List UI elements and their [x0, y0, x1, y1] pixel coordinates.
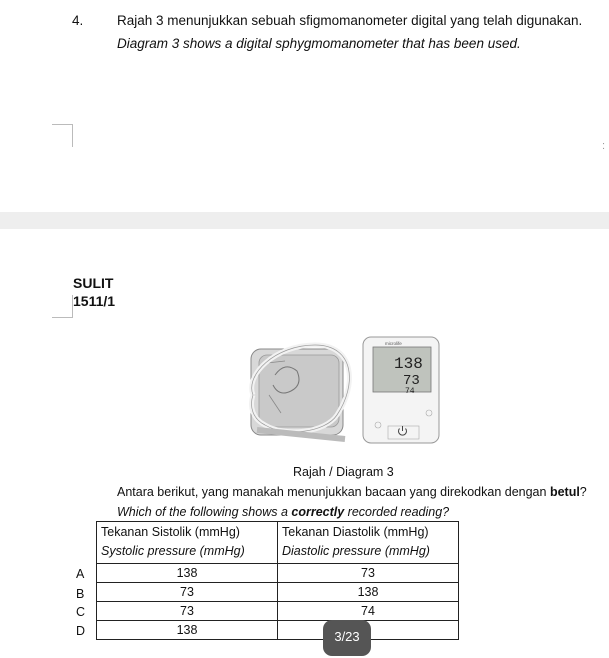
device-diastolic-reading: 73: [403, 373, 420, 389]
page-indicator[interactable]: 3/23: [323, 620, 371, 656]
paper-code: 1511/1: [73, 293, 116, 309]
table-row: [97, 602, 459, 621]
column-header-systolic: Tekanan Sistolik (mmHg) Systolic pressure (mmHg): [97, 522, 278, 564]
question-number: 4.: [72, 13, 84, 28]
option-label-c: C: [76, 605, 86, 619]
systolic-cell: 138: [97, 564, 278, 583]
prompt-malay: Antara berikut, yang manakah menunjukkan bacaan yang direkodkan dengan betul?: [117, 485, 587, 499]
question-text-malay: Rajah 3 menunjukkan sebuah sfigmomanometer digital yang telah digunakan.: [117, 13, 583, 28]
option-label-a: A: [76, 567, 85, 581]
option-label-d: D: [76, 624, 86, 638]
diastolic-cell: 138: [278, 583, 459, 602]
table-row: [97, 564, 459, 583]
figure-caption: Rajah / Diagram 3: [293, 465, 394, 479]
option-label-b: B: [76, 587, 85, 601]
prompt-english: Which of the following shows a correctly recorded reading?: [117, 505, 450, 519]
systolic-cell: 73: [97, 583, 278, 602]
systolic-cell: 138: [97, 621, 278, 640]
diastolic-cell: 73: [278, 564, 459, 583]
crop-mark-right: :: [602, 140, 606, 152]
device-brand: microlife: [385, 341, 402, 346]
device-pulse-reading: 74: [405, 387, 415, 396]
table-row: [97, 621, 459, 640]
sulit-label: SULIT: [73, 275, 114, 291]
crop-mark-top: [52, 124, 73, 147]
systolic-cell: 73: [97, 602, 278, 621]
diastolic-cell: 74: [278, 602, 459, 621]
device-systolic-reading: 138: [394, 355, 423, 373]
crop-mark-bottom: [52, 295, 73, 318]
sphygmomanometer-image: [245, 335, 440, 445]
column-header-diastolic: Tekanan Diastolik (mmHg) Diastolic pressure (mmHg): [278, 522, 459, 564]
page-separator: [0, 212, 609, 229]
answer-options-table: [96, 521, 459, 640]
table-row: [97, 583, 459, 602]
question-text-english: Diagram 3 shows a digital sphygmomanometer that has been used.: [117, 36, 521, 51]
